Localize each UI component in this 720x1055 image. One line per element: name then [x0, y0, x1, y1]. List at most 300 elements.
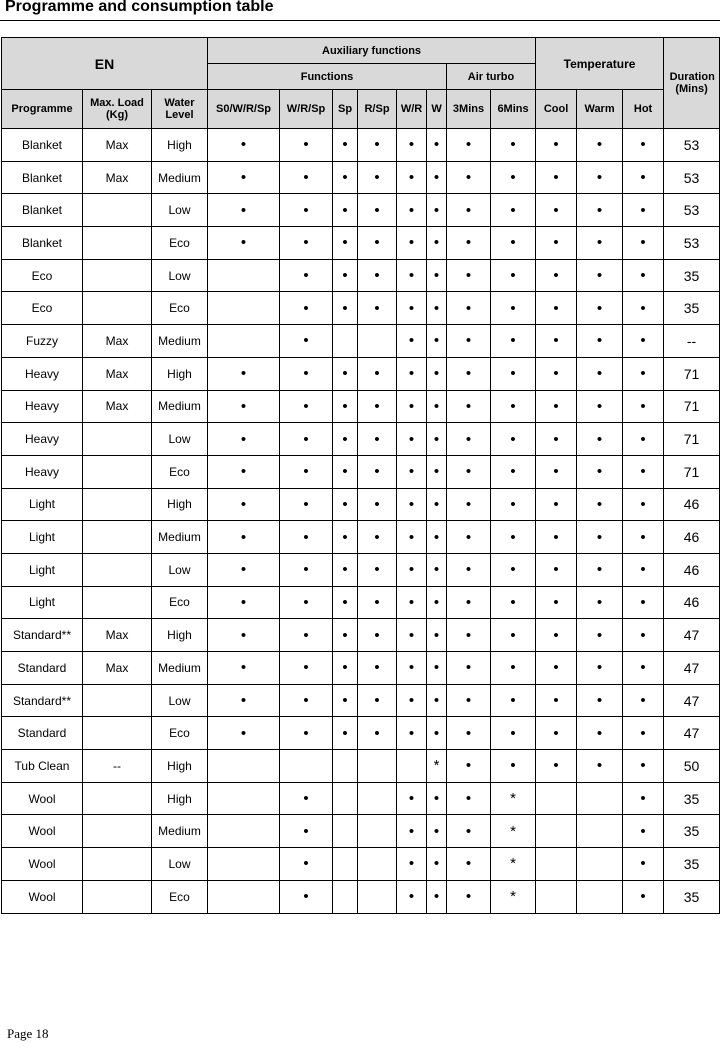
- mark-w-r-cell: •: [397, 357, 427, 390]
- mark-w-r-sp-cell: •: [280, 815, 333, 848]
- mark-r-sp-cell: •: [358, 194, 397, 227]
- mark-s0-w-r-sp-cell: [208, 782, 280, 815]
- mark-hot-cell: •: [623, 684, 664, 717]
- water-level-cell: Eco: [152, 227, 208, 260]
- mark-cool-cell: •: [536, 521, 577, 554]
- mark-s0-w-r-sp-cell: •: [208, 488, 280, 521]
- mark-w-r-sp-cell: •: [280, 161, 333, 194]
- mark-cool-cell: •: [536, 259, 577, 292]
- mark-6mins-cell: *: [491, 815, 536, 848]
- mark-3mins-cell: •: [447, 259, 491, 292]
- table-row: [2, 292, 720, 325]
- mark-r-sp-cell: •: [358, 455, 397, 488]
- mark-w-r-sp-cell: •: [280, 357, 333, 390]
- max-load-cell: Max: [83, 390, 152, 423]
- mark-w-r-sp-cell: •: [280, 423, 333, 456]
- programme-cell: Standard**: [2, 684, 83, 717]
- mark-sp-cell: •: [333, 652, 358, 685]
- table-row: [2, 750, 720, 783]
- programme-cell: Fuzzy: [2, 325, 83, 358]
- duration-cell: 47: [664, 652, 720, 685]
- mark-w-r-cell: •: [397, 129, 427, 162]
- programme-column-header: Programme: [2, 90, 83, 129]
- water-level-cell: Medium: [152, 815, 208, 848]
- mark-r-sp-cell: •: [358, 357, 397, 390]
- temperature-cool-header: Cool: [536, 90, 577, 129]
- mark-s0-w-r-sp-cell: •: [208, 357, 280, 390]
- mark-6mins-cell: •: [491, 161, 536, 194]
- mark-w-cell: •: [427, 357, 447, 390]
- mark-3mins-cell: •: [447, 423, 491, 456]
- mark-r-sp-cell: •: [358, 717, 397, 750]
- programme-cell: Wool: [2, 815, 83, 848]
- duration-cell: 35: [664, 782, 720, 815]
- mark-s0-w-r-sp-cell: •: [208, 684, 280, 717]
- mark-cool-cell: [536, 782, 577, 815]
- mark-w-r-cell: •: [397, 652, 427, 685]
- mark-3mins-cell: •: [447, 586, 491, 619]
- mark-warm-cell: •: [577, 227, 623, 260]
- duration-cell: 46: [664, 553, 720, 586]
- mark-6mins-cell: •: [491, 390, 536, 423]
- water-level-cell: Medium: [152, 325, 208, 358]
- mark-w-r-cell: •: [397, 586, 427, 619]
- mark-warm-cell: •: [577, 423, 623, 456]
- mark-3mins-cell: •: [447, 619, 491, 652]
- mark-w-cell: •: [427, 717, 447, 750]
- mark-w-cell: •: [427, 325, 447, 358]
- mark-cool-cell: [536, 880, 577, 913]
- mark-w-r-cell: •: [397, 227, 427, 260]
- programme-table: [1, 37, 720, 914]
- mark-hot-cell: •: [623, 750, 664, 783]
- mark-w-cell: •: [427, 194, 447, 227]
- mark-6mins-cell: •: [491, 619, 536, 652]
- mark-r-sp-cell: [358, 782, 397, 815]
- max-load-cell: [83, 880, 152, 913]
- water-level-cell: High: [152, 129, 208, 162]
- mark-warm-cell: [577, 848, 623, 881]
- mark-cool-cell: •: [536, 390, 577, 423]
- mark-cool-cell: •: [536, 129, 577, 162]
- functions-header: Functions: [208, 64, 447, 90]
- title-divider: [0, 20, 720, 21]
- mark-3mins-cell: •: [447, 194, 491, 227]
- mark-cool-cell: •: [536, 357, 577, 390]
- mark-s0-w-r-sp-cell: •: [208, 455, 280, 488]
- mark-6mins-cell: •: [491, 292, 536, 325]
- mark-warm-cell: •: [577, 194, 623, 227]
- air-turbo-6mins-header: 6Mins: [491, 90, 536, 129]
- mark-w-r-cell: •: [397, 619, 427, 652]
- mark-w-cell: •: [427, 259, 447, 292]
- mark-6mins-cell: •: [491, 553, 536, 586]
- table-row: [2, 129, 720, 162]
- water-level-label: Water Level: [164, 97, 195, 121]
- mark-cool-cell: •: [536, 325, 577, 358]
- programme-cell: Heavy: [2, 455, 83, 488]
- programme-table-body: [2, 129, 720, 914]
- table-row: [2, 390, 720, 423]
- mark-warm-cell: •: [577, 619, 623, 652]
- mark-hot-cell: •: [623, 553, 664, 586]
- mark-w-cell: •: [427, 161, 447, 194]
- mark-cool-cell: •: [536, 488, 577, 521]
- mark-s0-w-r-sp-cell: •: [208, 129, 280, 162]
- mark-s0-w-r-sp-cell: •: [208, 161, 280, 194]
- mark-s0-w-r-sp-cell: [208, 750, 280, 783]
- mark-6mins-cell: •: [491, 521, 536, 554]
- mark-3mins-cell: •: [447, 488, 491, 521]
- programme-cell: Eco: [2, 259, 83, 292]
- mark-warm-cell: [577, 782, 623, 815]
- duration-cell: 46: [664, 488, 720, 521]
- max-load-cell: [83, 553, 152, 586]
- mark-sp-cell: [333, 750, 358, 783]
- programme-cell: Heavy: [2, 390, 83, 423]
- mark-sp-cell: •: [333, 227, 358, 260]
- mark-3mins-cell: •: [447, 161, 491, 194]
- mark-sp-cell: [333, 848, 358, 881]
- duration-cell: 71: [664, 423, 720, 456]
- mark-6mins-cell: •: [491, 652, 536, 685]
- max-load-cell: [83, 194, 152, 227]
- mark-r-sp-cell: •: [358, 586, 397, 619]
- mark-w-r-cell: •: [397, 684, 427, 717]
- mark-3mins-cell: •: [447, 880, 491, 913]
- duration-cell: 35: [664, 815, 720, 848]
- mark-w-cell: •: [427, 652, 447, 685]
- mark-hot-cell: •: [623, 488, 664, 521]
- function-w-r-header: W/R: [397, 90, 427, 129]
- mark-w-r-sp-cell: •: [280, 455, 333, 488]
- mark-w-cell: •: [427, 292, 447, 325]
- max-load-cell: [83, 586, 152, 619]
- mark-6mins-cell: *: [491, 782, 536, 815]
- table-row: [2, 455, 720, 488]
- mark-warm-cell: •: [577, 521, 623, 554]
- programme-cell: Standard: [2, 652, 83, 685]
- mark-3mins-cell: •: [447, 848, 491, 881]
- mark-r-sp-cell: •: [358, 652, 397, 685]
- mark-warm-cell: •: [577, 259, 623, 292]
- mark-warm-cell: •: [577, 292, 623, 325]
- table-row: [2, 325, 720, 358]
- duration-cell: 71: [664, 390, 720, 423]
- mark-s0-w-r-sp-cell: •: [208, 717, 280, 750]
- mark-w-cell: •: [427, 390, 447, 423]
- mark-hot-cell: •: [623, 161, 664, 194]
- mark-w-cell: •: [427, 782, 447, 815]
- mark-r-sp-cell: •: [358, 292, 397, 325]
- programme-cell: Blanket: [2, 194, 83, 227]
- mark-w-cell: •: [427, 684, 447, 717]
- mark-w-r-cell: •: [397, 521, 427, 554]
- mark-sp-cell: •: [333, 390, 358, 423]
- mark-w-cell: •: [427, 619, 447, 652]
- mark-sp-cell: •: [333, 619, 358, 652]
- water-level-cell: Eco: [152, 717, 208, 750]
- mark-w-r-sp-cell: [280, 750, 333, 783]
- air-turbo-3mins-header: 3Mins: [447, 90, 491, 129]
- mark-sp-cell: •: [333, 455, 358, 488]
- mark-warm-cell: [577, 815, 623, 848]
- function-s0-w-r-sp-header: S0/W/R/Sp: [208, 90, 280, 129]
- table-row: [2, 848, 720, 881]
- max-load-cell: [83, 292, 152, 325]
- water-level-cell: Medium: [152, 652, 208, 685]
- mark-s0-w-r-sp-cell: •: [208, 390, 280, 423]
- mark-sp-cell: •: [333, 717, 358, 750]
- page-number: Page 18: [7, 1026, 49, 1041]
- mark-6mins-cell: •: [491, 357, 536, 390]
- duration-cell: 35: [664, 848, 720, 881]
- mark-3mins-cell: •: [447, 455, 491, 488]
- mark-s0-w-r-sp-cell: [208, 848, 280, 881]
- mark-cool-cell: •: [536, 194, 577, 227]
- table-row: [2, 619, 720, 652]
- mark-warm-cell: •: [577, 684, 623, 717]
- water-level-cell: High: [152, 488, 208, 521]
- programme-cell: Standard: [2, 717, 83, 750]
- water-level-cell: Eco: [152, 455, 208, 488]
- programme-cell: Tub Clean: [2, 750, 83, 783]
- duration-cell: 35: [664, 292, 720, 325]
- duration-header: [664, 38, 720, 129]
- mark-w-r-sp-cell: •: [280, 717, 333, 750]
- mark-sp-cell: [333, 815, 358, 848]
- table-row: [2, 227, 720, 260]
- mark-w-cell: •: [427, 848, 447, 881]
- mark-sp-cell: •: [333, 194, 358, 227]
- mark-sp-cell: •: [333, 586, 358, 619]
- mark-w-r-cell: •: [397, 423, 427, 456]
- mark-hot-cell: •: [623, 357, 664, 390]
- mark-warm-cell: •: [577, 455, 623, 488]
- mark-warm-cell: [577, 880, 623, 913]
- water-level-cell: Low: [152, 848, 208, 881]
- mark-sp-cell: •: [333, 292, 358, 325]
- mark-warm-cell: •: [577, 325, 623, 358]
- mark-cool-cell: •: [536, 717, 577, 750]
- water-level-cell: Low: [152, 423, 208, 456]
- mark-w-r-sp-cell: •: [280, 684, 333, 717]
- function-r-sp-header: R/Sp: [358, 90, 397, 129]
- water-level-cell: Eco: [152, 880, 208, 913]
- mark-s0-w-r-sp-cell: [208, 880, 280, 913]
- mark-cool-cell: [536, 848, 577, 881]
- mark-3mins-cell: •: [447, 553, 491, 586]
- mark-hot-cell: •: [623, 325, 664, 358]
- table-row: [2, 521, 720, 554]
- mark-w-r-cell: •: [397, 488, 427, 521]
- mark-w-r-sp-cell: •: [280, 259, 333, 292]
- mark-warm-cell: •: [577, 488, 623, 521]
- mark-hot-cell: •: [623, 194, 664, 227]
- mark-r-sp-cell: [358, 848, 397, 881]
- table-row: [2, 586, 720, 619]
- mark-r-sp-cell: [358, 325, 397, 358]
- mark-w-cell: •: [427, 553, 447, 586]
- mark-s0-w-r-sp-cell: [208, 259, 280, 292]
- mark-sp-cell: [333, 325, 358, 358]
- table-row: [2, 815, 720, 848]
- mark-3mins-cell: •: [447, 782, 491, 815]
- mark-3mins-cell: •: [447, 357, 491, 390]
- mark-s0-w-r-sp-cell: •: [208, 194, 280, 227]
- air-turbo-header: Air turbo: [447, 64, 536, 90]
- mark-w-r-cell: •: [397, 717, 427, 750]
- mark-6mins-cell: •: [491, 684, 536, 717]
- mark-6mins-cell: •: [491, 423, 536, 456]
- mark-hot-cell: •: [623, 129, 664, 162]
- water-level-cell: Low: [152, 259, 208, 292]
- max-load-cell: Max: [83, 325, 152, 358]
- programme-cell: Wool: [2, 848, 83, 881]
- water-level-cell: High: [152, 750, 208, 783]
- mark-6mins-cell: •: [491, 717, 536, 750]
- programme-cell: Blanket: [2, 161, 83, 194]
- mark-warm-cell: •: [577, 553, 623, 586]
- mark-sp-cell: •: [333, 161, 358, 194]
- temperature-hot-header: Hot: [623, 90, 664, 129]
- mark-warm-cell: •: [577, 390, 623, 423]
- mark-6mins-cell: •: [491, 325, 536, 358]
- mark-r-sp-cell: [358, 880, 397, 913]
- duration-cell: 47: [664, 717, 720, 750]
- mark-6mins-cell: *: [491, 880, 536, 913]
- water-level-cell: Medium: [152, 521, 208, 554]
- mark-s0-w-r-sp-cell: •: [208, 521, 280, 554]
- mark-hot-cell: •: [623, 652, 664, 685]
- mark-hot-cell: •: [623, 390, 664, 423]
- mark-6mins-cell: •: [491, 586, 536, 619]
- duration-cell: 53: [664, 194, 720, 227]
- max-load-label: Max. Load (Kg): [90, 97, 144, 121]
- mark-w-cell: •: [427, 129, 447, 162]
- mark-sp-cell: •: [333, 129, 358, 162]
- mark-warm-cell: •: [577, 357, 623, 390]
- programme-cell: Light: [2, 553, 83, 586]
- mark-warm-cell: •: [577, 586, 623, 619]
- function-w-r-sp-header: W/R/Sp: [280, 90, 333, 129]
- mark-sp-cell: •: [333, 259, 358, 292]
- water-level-cell: High: [152, 357, 208, 390]
- mark-w-r-sp-cell: •: [280, 227, 333, 260]
- mark-3mins-cell: •: [447, 325, 491, 358]
- mark-cool-cell: •: [536, 292, 577, 325]
- table-row: [2, 717, 720, 750]
- duration-header-label: Duration (Mins): [669, 71, 715, 95]
- mark-w-r-cell: •: [397, 161, 427, 194]
- mark-6mins-cell: •: [491, 259, 536, 292]
- table-row: [2, 357, 720, 390]
- mark-w-cell: •: [427, 521, 447, 554]
- mark-sp-cell: [333, 880, 358, 913]
- mark-3mins-cell: •: [447, 521, 491, 554]
- table-row: [2, 652, 720, 685]
- mark-3mins-cell: •: [447, 717, 491, 750]
- mark-w-r-sp-cell: •: [280, 194, 333, 227]
- duration-cell: 46: [664, 586, 720, 619]
- mark-r-sp-cell: •: [358, 488, 397, 521]
- mark-w-cell: •: [427, 586, 447, 619]
- mark-6mins-cell: *: [491, 848, 536, 881]
- max-load-cell: [83, 259, 152, 292]
- language-header: EN: [2, 38, 208, 90]
- mark-s0-w-r-sp-cell: •: [208, 619, 280, 652]
- mark-3mins-cell: •: [447, 129, 491, 162]
- mark-w-cell: •: [427, 880, 447, 913]
- max-load-cell: [83, 521, 152, 554]
- function-w-header: W: [427, 90, 447, 129]
- mark-w-r-cell: •: [397, 292, 427, 325]
- duration-cell: 53: [664, 227, 720, 260]
- mark-w-r-cell: •: [397, 815, 427, 848]
- max-load-cell: [83, 455, 152, 488]
- mark-r-sp-cell: •: [358, 619, 397, 652]
- mark-s0-w-r-sp-cell: •: [208, 553, 280, 586]
- max-load-cell: [83, 782, 152, 815]
- mark-r-sp-cell: [358, 750, 397, 783]
- mark-s0-w-r-sp-cell: •: [208, 586, 280, 619]
- mark-3mins-cell: •: [447, 815, 491, 848]
- mark-cool-cell: •: [536, 227, 577, 260]
- mark-w-r-cell: •: [397, 325, 427, 358]
- duration-cell: --: [664, 325, 720, 358]
- mark-warm-cell: •: [577, 717, 623, 750]
- water-level-cell: High: [152, 782, 208, 815]
- max-load-cell: Max: [83, 619, 152, 652]
- mark-s0-w-r-sp-cell: •: [208, 652, 280, 685]
- mark-hot-cell: •: [623, 586, 664, 619]
- mark-w-cell: *: [427, 750, 447, 783]
- mark-w-cell: •: [427, 227, 447, 260]
- mark-r-sp-cell: •: [358, 423, 397, 456]
- mark-s0-w-r-sp-cell: [208, 325, 280, 358]
- duration-cell: 47: [664, 619, 720, 652]
- function-sp-header: Sp: [333, 90, 358, 129]
- water-level-cell: Low: [152, 684, 208, 717]
- mark-w-r-sp-cell: •: [280, 652, 333, 685]
- mark-hot-cell: •: [623, 521, 664, 554]
- mark-w-r-sp-cell: •: [280, 619, 333, 652]
- mark-r-sp-cell: •: [358, 227, 397, 260]
- mark-sp-cell: •: [333, 488, 358, 521]
- mark-w-cell: •: [427, 815, 447, 848]
- mark-6mins-cell: •: [491, 129, 536, 162]
- mark-hot-cell: •: [623, 717, 664, 750]
- mark-sp-cell: [333, 782, 358, 815]
- mark-3mins-cell: •: [447, 390, 491, 423]
- programme-cell: Light: [2, 586, 83, 619]
- table-row: [2, 782, 720, 815]
- mark-s0-w-r-sp-cell: •: [208, 423, 280, 456]
- mark-w-cell: •: [427, 455, 447, 488]
- duration-cell: 46: [664, 521, 720, 554]
- mark-r-sp-cell: •: [358, 129, 397, 162]
- duration-cell: 53: [664, 129, 720, 162]
- table-row: [2, 194, 720, 227]
- mark-3mins-cell: •: [447, 652, 491, 685]
- mark-3mins-cell: •: [447, 750, 491, 783]
- temperature-header: Temperature: [536, 38, 664, 90]
- mark-hot-cell: •: [623, 619, 664, 652]
- programme-cell: Light: [2, 488, 83, 521]
- mark-hot-cell: •: [623, 455, 664, 488]
- mark-cool-cell: •: [536, 750, 577, 783]
- mark-hot-cell: •: [623, 423, 664, 456]
